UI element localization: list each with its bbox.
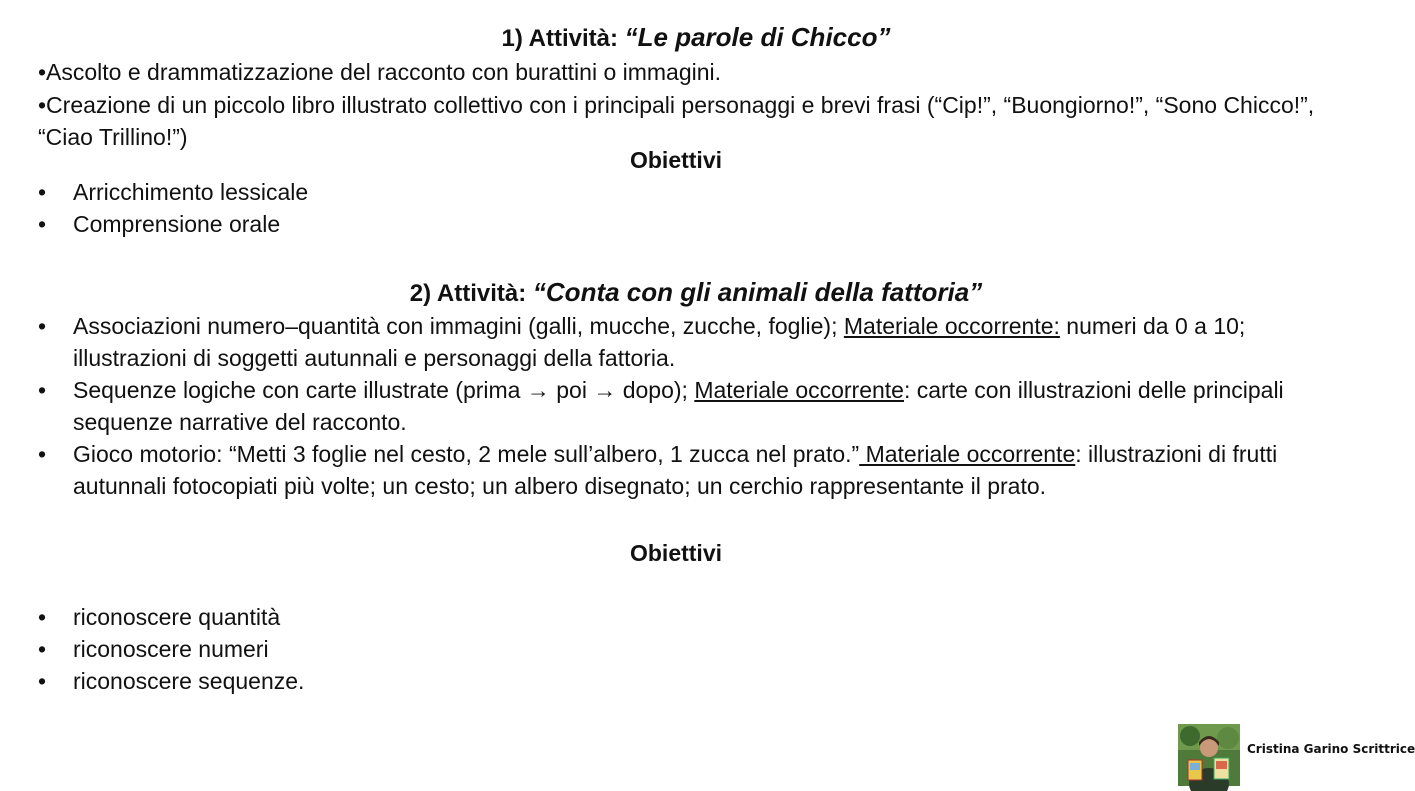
- bullet: •: [38, 313, 47, 339]
- bullet: •: [38, 668, 47, 694]
- list-item: • Comprensione orale: [38, 208, 1308, 240]
- material-label: Materiale occorrente: [694, 377, 904, 403]
- list-item: • riconoscere quantità: [38, 601, 1308, 633]
- list-item: • Arricchimento lessicale: [38, 176, 1308, 208]
- material-label: Materiale occorrente: [859, 441, 1076, 467]
- bullet: •: [38, 604, 47, 630]
- activity-1-objectives-heading: Obiettivi: [629, 147, 722, 173]
- bullet: •: [38, 211, 47, 237]
- activity-1-line-1: •Ascolto e drammatizzazione del racconto con burattini o immagini.: [38, 59, 722, 85]
- activity-1-number: 1) Attività:: [501, 25, 625, 52]
- activity-1-heading: [0, 22, 1392, 54]
- activity-2-title: “Conta con gli animali della fattoria”: [532, 277, 983, 307]
- bullet: •: [38, 377, 47, 403]
- activity-2-objectives-heading: Obiettivi: [629, 540, 722, 566]
- list-item: • riconoscere numeri: [38, 633, 1308, 665]
- activity-2-number: 2) Attività:: [409, 280, 533, 307]
- activity-1-objectives-list: [38, 176, 1308, 240]
- avatar: [1178, 724, 1240, 786]
- list-item: • Sequenze logiche con carte illustrate (prima → poi → dopo); Materiale occorrente: carte con illustrazioni delle principali sequenze narrative del racconto.: [38, 374, 1308, 438]
- author-brand: [1178, 724, 1415, 786]
- list-item: • Gioco motorio: “Metti 3 foglie nel cesto, 2 mele sull’albero, 1 zucca nel prato.” Materiale occorrente: illustrazioni di frutti autunnali fotocopiati più volte; un cesto; un albero disegnato; un cerchio rappresentante il prato.: [38, 438, 1308, 502]
- list-item: • riconoscere sequenze.: [38, 665, 1308, 697]
- activity-2-heading: [0, 277, 1392, 309]
- author-photo-icon: [1178, 724, 1240, 786]
- bullet: •: [38, 636, 47, 662]
- bullet: •: [38, 441, 47, 467]
- activity-2-objectives-list: [38, 601, 1308, 697]
- activity-1-line-2: •Creazione di un piccolo libro illustrato collettivo con i principali personaggi e brevi frasi (“Cip!”, “Buongiorno!”, “Sono Chicco!”, “Ciao Trillino!”): [38, 92, 1315, 150]
- bullet: •: [38, 179, 47, 205]
- activity-1-title: “Le parole di Chicco”: [624, 22, 891, 52]
- list-item: • Associazioni numero–quantità con immagini (galli, mucche, zucche, foglie); Materiale occorrente: numeri da 0 a 10; illustrazioni di soggetti autunnali e personaggi della fattoria.: [38, 310, 1308, 374]
- material-label: Materiale occorrente:: [843, 313, 1060, 339]
- activity-2-items-list: [38, 310, 1308, 502]
- author-name: Cristina Garino Scrittrice: [1247, 742, 1415, 756]
